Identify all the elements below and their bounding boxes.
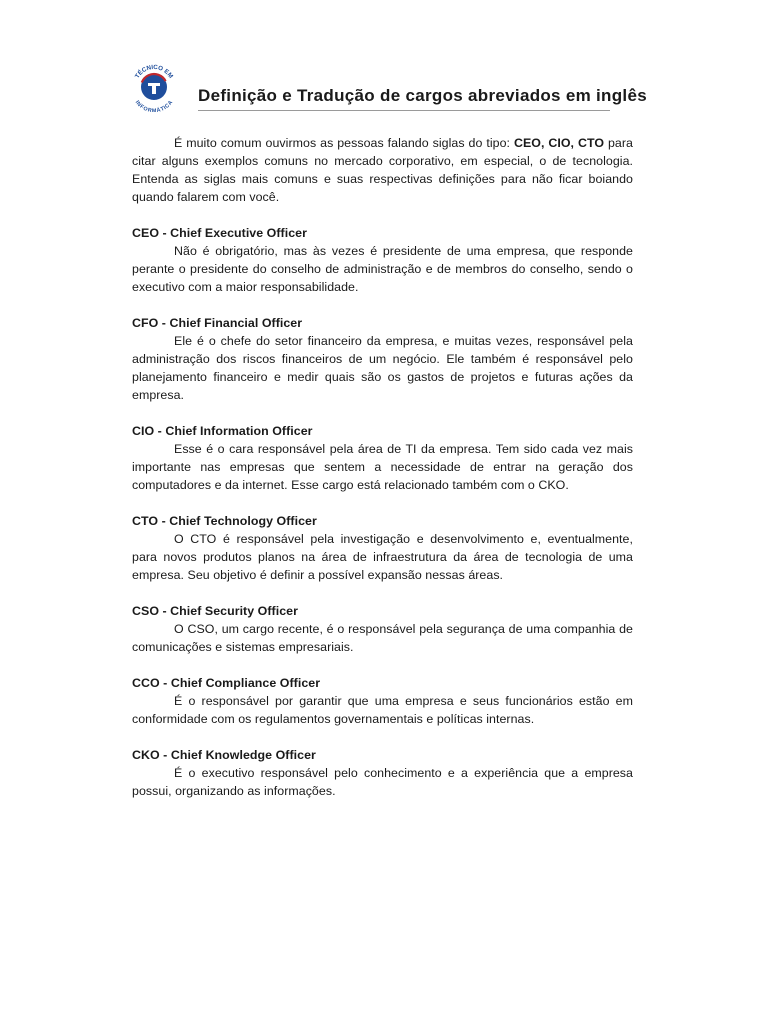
section-cko	[132, 746, 633, 800]
section-cfo	[132, 314, 633, 404]
logo-text-top: TÉCNICO EM	[133, 63, 175, 80]
logo-emblem-icon	[128, 60, 180, 112]
section-title: CTO - Chief Technology Officer	[132, 514, 317, 528]
section-ceo	[132, 224, 633, 296]
section-text: Não é obrigatório, mas às vezes é presidente de uma empresa, que responde perante o presidente do conselho de administração e de membros do conselho, sendo o executivo com a maior responsabilidade.	[132, 244, 633, 294]
intro-paragraph	[132, 134, 633, 206]
logo-text-bottom: INFORMÁTICA	[133, 99, 175, 112]
intro-text-before: É muito comum ouvirmos as pessoas falando siglas do tipo:	[174, 136, 514, 150]
tecnico-em-informatica-logo	[128, 60, 180, 112]
section-title: CEO - Chief Executive Officer	[132, 226, 307, 240]
section-text: O CTO é responsável pela investigação e desenvolvimento e, eventualmente, para novos produtos planos na área de infraestrutura da área de tecnologia de uma empresa. Seu objetivo é definir a possível expansão nessas áreas.	[132, 532, 633, 582]
intro-highlight: CEO, CIO, CTO	[513, 136, 605, 150]
section-cco	[132, 674, 633, 728]
section-text: Ele é o chefe do setor financeiro da empresa, e muitas vezes, responsável pela administração dos riscos financeiros de um negócio. Ele também é responsável pelo planejamento financeiro e medir quais são os gastos de projetos e futuras ações da empresa.	[132, 334, 633, 402]
document-body	[132, 134, 633, 818]
section-cto	[132, 512, 633, 584]
document-header	[128, 60, 648, 120]
intro-text-after: para citar alguns exemplos comuns no mercado corporativo, em especial, o de tecnologia. Entenda as siglas mais comuns e suas respectivas definições para não ficar boiando quando falarem com você.	[132, 136, 633, 204]
section-title: CSO - Chief Security Officer	[132, 604, 298, 618]
section-title: CFO - Chief Financial Officer	[132, 316, 303, 330]
section-title: CIO - Chief Information Officer	[132, 424, 313, 438]
section-title: CKO - Chief Knowledge Officer	[132, 748, 316, 762]
section-text: É o responsável por garantir que uma empresa e seus funcionários estão em conformidade com os regulamentos governamentais e políticas internas.	[132, 694, 633, 726]
section-text: Esse é o cara responsável pela área de TI da empresa. Tem sido cada vez mais importante nas empresas que sentem a necessidade de entrar na geração dos computadores e da internet. Esse cargo está relacionado também com o CKO.	[132, 442, 633, 492]
section-text: É o executivo responsável pelo conhecimento e a experiência que a empresa possui, organizando as informações.	[132, 766, 633, 798]
section-text: O CSO, um cargo recente, é o responsável pela segurança de uma companhia de comunicações e sistemas empresariais.	[132, 622, 633, 654]
svg-text:INFORMÁTICA	[134, 100, 175, 112]
page-title: Definição e Tradução de cargos abreviados em inglês	[198, 86, 647, 105]
section-cso	[132, 602, 633, 656]
section-cio	[132, 422, 633, 494]
title-divider	[198, 110, 610, 111]
section-title: CCO - Chief Compliance Officer	[132, 676, 321, 690]
